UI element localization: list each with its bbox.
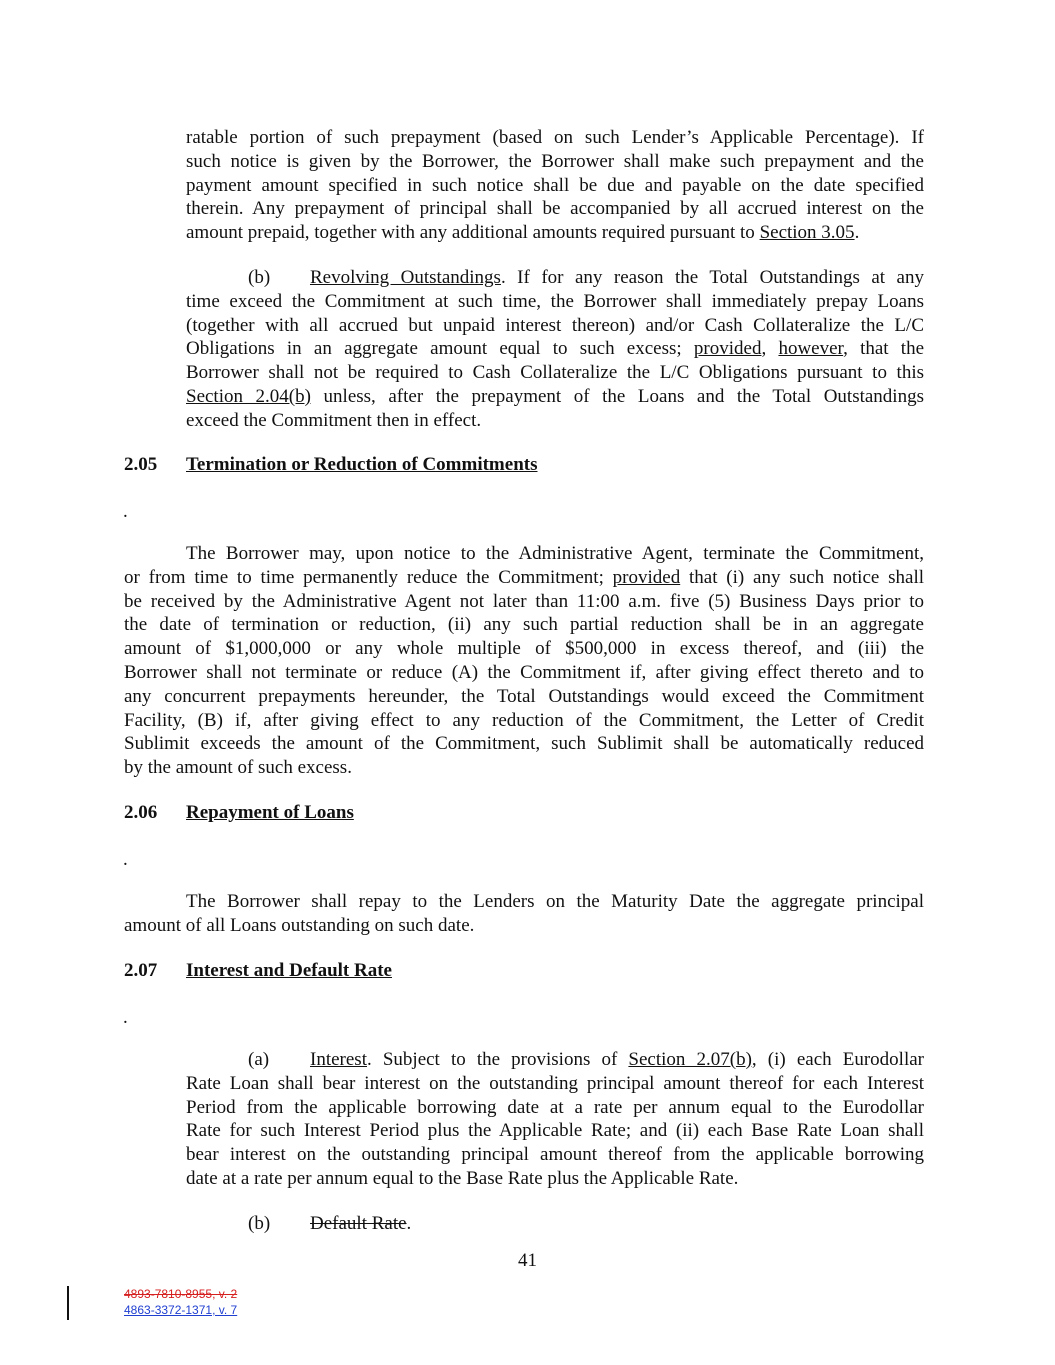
text-line: the date of termination or reduction, (ii) any such partial reduction shall be in an aggregate — [124, 614, 924, 636]
paragraph-prepayment-continuation — [186, 126, 924, 245]
paragraph-default-rate — [248, 1212, 411, 1236]
text-segment: Obligations in an aggregate amount equal to such excess; — [186, 338, 694, 360]
defined-term: provided — [612, 566, 681, 588]
text-line: The Borrower shall repay to the Lenders on the Maturity Date the aggregate principal — [186, 891, 924, 912]
text-line — [186, 266, 924, 290]
text-line: therein. Any prepayment of principal shall be accompanied by all accrued interest on the — [186, 198, 924, 220]
text-line: time exceed the Commitment at such time, the Borrower shall immediately prepay Loans — [186, 290, 924, 312]
section-reference: Section 2.07(b) — [628, 1049, 752, 1070]
section-reference: Section 3.05 — [759, 222, 855, 244]
text-line: bear interest on the outstanding principal amount thereof from the applicable borrowing — [186, 1144, 924, 1166]
text-segment: or from time to time permanently reduce the Commitment; — [124, 566, 613, 588]
text-line: Period from the applicable borrowing date at a rate per annum equal to the Eurodollar — [186, 1096, 924, 1118]
text-segment: , that the — [843, 338, 925, 360]
text-line: any concurrent prepayments hereunder, the Total Outstandings would exceed the Commitment — [124, 685, 924, 707]
text-line — [186, 385, 924, 409]
clause-label: (b) — [248, 267, 271, 288]
doc-id-inserted: 4863-3372-1371, v. 7 — [124, 1303, 238, 1317]
text-line: be received by the Administrative Agent not later than 11:00 a.m. five (5) Business Days prior to — [124, 590, 924, 612]
section-reference: Section 2.04(b) — [186, 385, 311, 407]
text-line: Facility, (B) if, after giving effect to any reduction of the Commitment, the Letter of Credit — [124, 709, 924, 731]
section-number: 2.05 — [124, 454, 158, 475]
text-line: Rate Loan shall bear interest on the outstanding principal amount thereof for each Interest — [186, 1072, 924, 1094]
paragraph-revolving-outstandings — [186, 266, 924, 433]
text-line — [186, 1048, 924, 1072]
section-dot: . — [123, 1007, 128, 1028]
clause-title: Revolving Outstandings — [310, 267, 501, 288]
section-dot: . — [123, 849, 128, 870]
text-line: amount of $1,000,000 or any whole multiple of $500,000 in excess thereof, and (iii) the — [124, 638, 924, 660]
text-segment: , — [761, 338, 779, 360]
text-line: Sublimit exceeds the amount of the Commitment, such Sublimit shall be automatically reduced — [124, 733, 924, 755]
section-number: 2.07 — [124, 960, 158, 981]
paragraph-termination — [124, 542, 924, 780]
paragraph-interest — [186, 1048, 924, 1191]
text-line: (together with all accrued but unpaid interest thereon) and/or Cash Collateralize the L/C — [186, 314, 924, 336]
section-number: 2.06 — [124, 802, 158, 823]
text-segment: . — [854, 222, 860, 244]
text-segment: . If for any reason the Total Outstandings at any — [500, 267, 924, 288]
revision-bar — [67, 1286, 69, 1320]
text-segment: , (i) each Eurodollar — [751, 1049, 924, 1070]
doc-id-deleted: 4893-7810-8955, v. 2 — [124, 1287, 238, 1301]
paragraph-repayment — [124, 890, 924, 938]
text-line: such notice is given by the Borrower, the Borrower shall make such prepayment and the — [186, 150, 924, 172]
text-segment: that (i) any such notice shall — [680, 566, 925, 588]
text-line — [186, 221, 924, 245]
text-segment: . Subject to the provisions of — [366, 1049, 629, 1070]
text-line: date at a rate per annum equal to the Base Rate plus the Applicable Rate. — [186, 1167, 739, 1189]
section-dot: . — [123, 501, 128, 522]
text-line — [124, 566, 924, 590]
text-line: by the amount of such excess. — [124, 757, 352, 779]
text-line — [248, 1212, 411, 1236]
text-line: exceed the Commitment then in effect. — [186, 409, 482, 431]
section-title: Repayment of Loans — [186, 802, 354, 823]
text-line: ratable portion of such prepayment (based on such Lender’s Applicable Percentage). If — [186, 127, 924, 148]
text-segment: amount prepaid, together with any additional amounts required pursuant to — [186, 222, 760, 244]
text-line: Borrower shall not be required to Cash Collateralize the L/C Obligations pursuant to this — [186, 362, 924, 384]
text-line: payment amount specified in such notice shall be due and payable on the date specified — [186, 174, 924, 196]
text-line: The Borrower may, upon notice to the Administrative Agent, terminate the Commitment, — [186, 543, 924, 564]
section-title: Termination or Reduction of Commitments — [186, 454, 538, 475]
text-line: Rate for such Interest Period plus the Applicable Rate; and (ii) each Base Rate Loan shall — [186, 1120, 924, 1142]
text-line: amount of all Loans outstanding on such date. — [124, 914, 475, 936]
text-line: Borrower shall not terminate or reduce (A) the Commitment if, after giving effect thereto and to — [124, 661, 924, 683]
page-number: 41 — [518, 1250, 537, 1271]
clause-title: Interest — [310, 1049, 367, 1070]
defined-term: however — [778, 338, 844, 360]
clause-label: (b) — [248, 1213, 271, 1234]
clause-title-deleted: Default Rate — [310, 1213, 407, 1234]
text-segment: . — [406, 1213, 412, 1234]
text-line — [186, 337, 924, 361]
section-title: Interest and Default Rate — [186, 960, 392, 981]
defined-term: provided — [693, 338, 762, 360]
clause-label: (a) — [248, 1049, 270, 1070]
text-segment: unless, after the prepayment of the Loans and the Total Outstandings — [310, 385, 924, 407]
